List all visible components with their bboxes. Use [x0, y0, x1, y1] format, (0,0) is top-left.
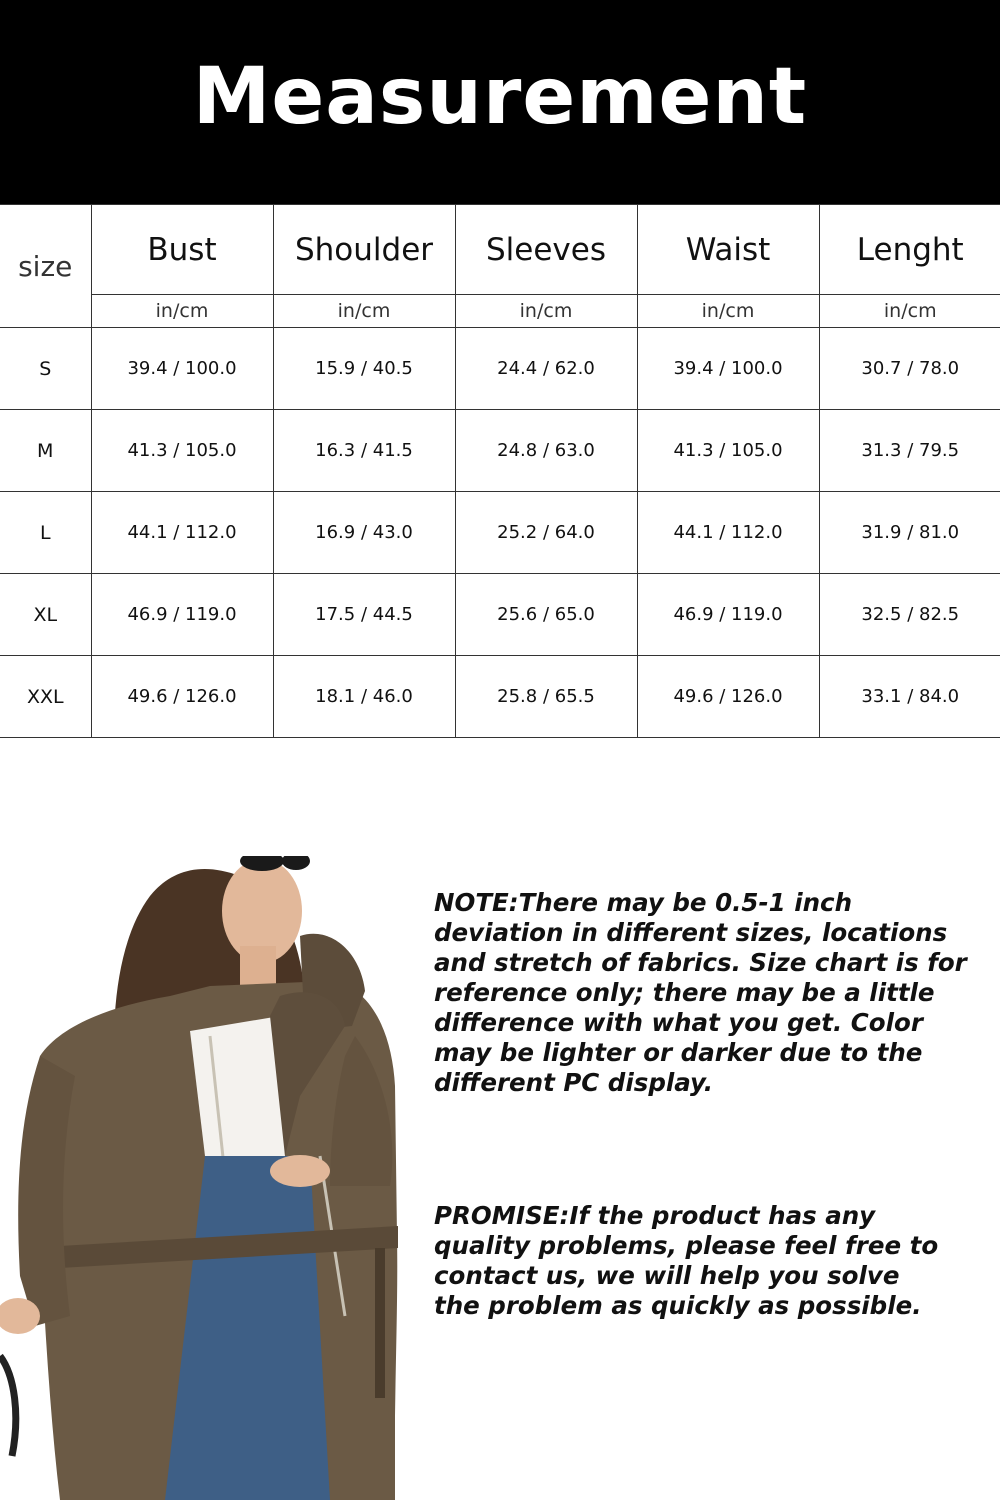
- page-title: Measurement: [192, 52, 808, 142]
- unit-label: in/cm: [91, 295, 273, 328]
- header-banner: [0, 0, 1000, 204]
- size-chart-table: [0, 204, 1000, 738]
- column-header-length: Lenght: [819, 205, 1000, 295]
- table-cell: 41.3 / 105.0: [637, 410, 819, 492]
- table-cell: 31.9 / 81.0: [819, 492, 1000, 574]
- size-label: M: [0, 410, 91, 492]
- table-row: [0, 574, 1000, 656]
- unit-row: [0, 295, 1000, 328]
- table-cell: 49.6 / 126.0: [637, 656, 819, 738]
- header-row: [0, 205, 1000, 295]
- unit-label: in/cm: [273, 295, 455, 328]
- table-cell: 46.9 / 119.0: [91, 574, 273, 656]
- promise-text: PROMISE:If the product has any quality problems, please feel free to contact us, we will help you solve the problem as quickly as possible.: [434, 1201, 939, 1320]
- table-row: [0, 328, 1000, 410]
- unit-label: in/cm: [637, 295, 819, 328]
- size-label: L: [0, 492, 91, 574]
- table-cell: 25.6 / 65.0: [455, 574, 637, 656]
- table-cell: 39.4 / 100.0: [637, 328, 819, 410]
- size-label: XXL: [0, 656, 91, 738]
- table-cell: 30.7 / 78.0: [819, 328, 1000, 410]
- table-cell: 16.3 / 41.5: [273, 410, 455, 492]
- table-row: [0, 656, 1000, 738]
- table-cell: 31.3 / 79.5: [819, 410, 1000, 492]
- table-cell: 24.8 / 63.0: [455, 410, 637, 492]
- table-cell: 33.1 / 84.0: [819, 656, 1000, 738]
- table-cell: 16.9 / 43.0: [273, 492, 455, 574]
- table-row: [0, 410, 1000, 492]
- table-cell: 32.5 / 82.5: [819, 574, 1000, 656]
- unit-label: in/cm: [819, 295, 1000, 328]
- column-header-shoulder: Shoulder: [273, 205, 455, 295]
- table-cell: 46.9 / 119.0: [637, 574, 819, 656]
- size-label: S: [0, 328, 91, 410]
- table-cell: 25.2 / 64.0: [455, 492, 637, 574]
- unit-label: in/cm: [455, 295, 637, 328]
- column-header-waist: Waist: [637, 205, 819, 295]
- table-cell: 15.9 / 40.5: [273, 328, 455, 410]
- table-cell: 41.3 / 105.0: [91, 410, 273, 492]
- size-label: XL: [0, 574, 91, 656]
- size-header: size: [0, 205, 91, 328]
- table-cell: 39.4 / 100.0: [91, 328, 273, 410]
- table-cell: 18.1 / 46.0: [273, 656, 455, 738]
- table-cell: 25.8 / 65.5: [455, 656, 637, 738]
- column-header-bust: Bust: [91, 205, 273, 295]
- table-cell: 17.5 / 44.5: [273, 574, 455, 656]
- note-text: NOTE:There may be 0.5-1 inch deviation in different sizes, locations and stretch of fabrics. Size chart is for reference only; there may be a little difference with what you get. Color may be lighter or darker due to the different PC display.: [434, 888, 967, 1097]
- table-cell: 44.1 / 112.0: [91, 492, 273, 574]
- table-cell: 24.4 / 62.0: [455, 328, 637, 410]
- model-photo: [0, 856, 420, 1500]
- table-cell: 44.1 / 112.0: [637, 492, 819, 574]
- column-header-sleeves: Sleeves: [455, 205, 637, 295]
- table-row: [0, 492, 1000, 574]
- table-cell: 49.6 / 126.0: [91, 656, 273, 738]
